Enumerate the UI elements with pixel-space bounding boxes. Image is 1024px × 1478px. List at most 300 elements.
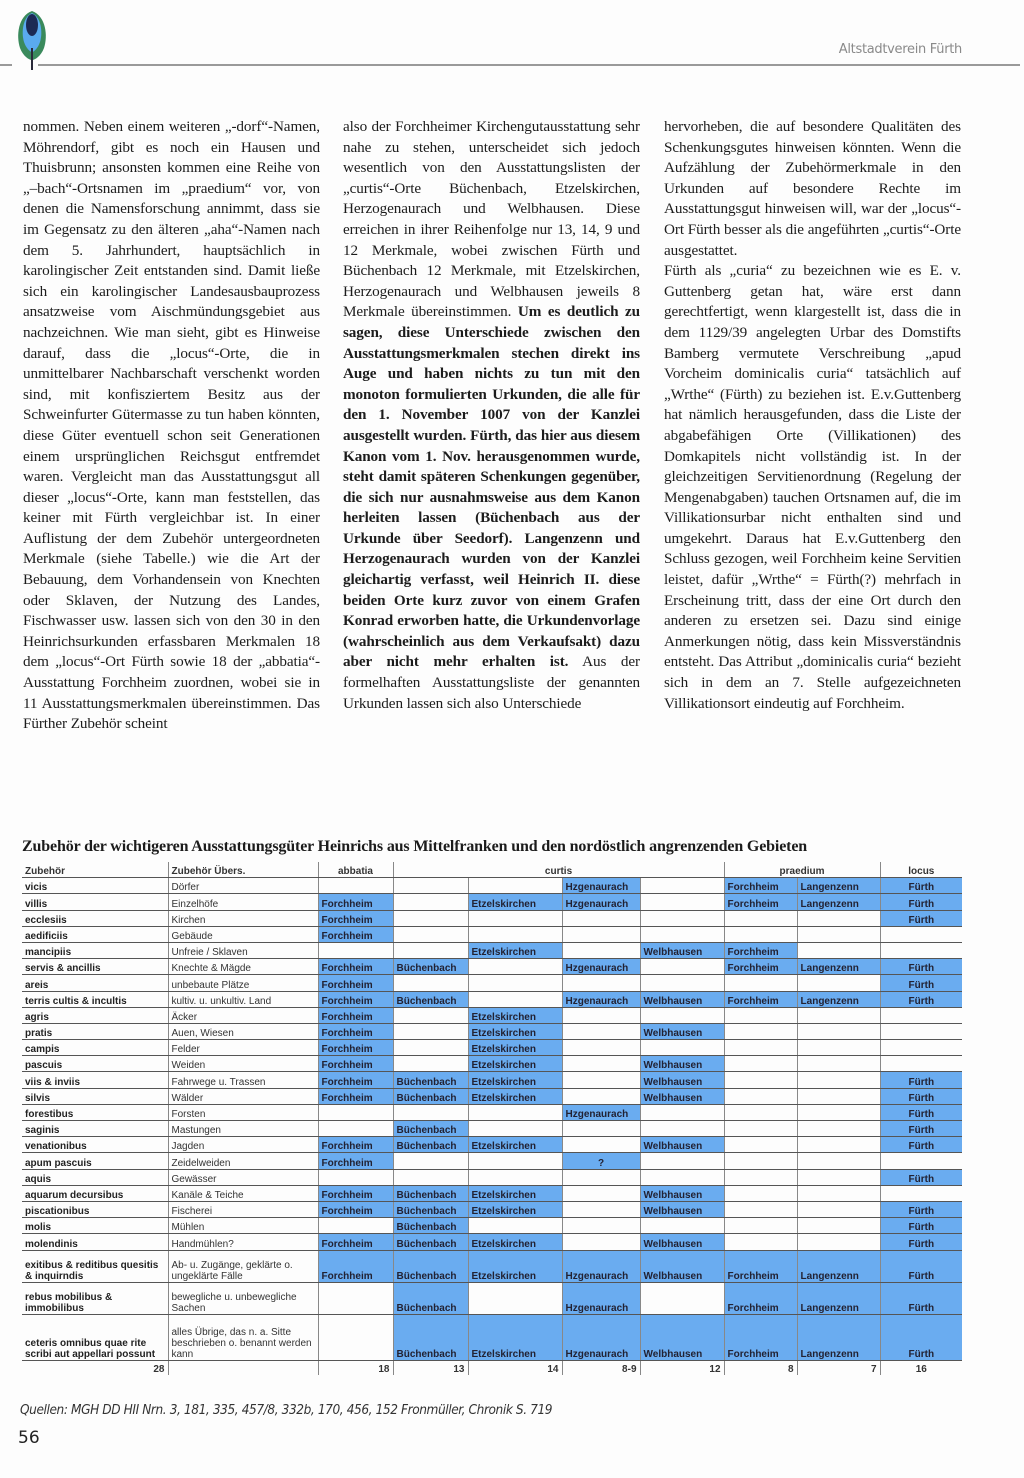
cell-german: Kanäle & Teiche: [168, 1185, 318, 1201]
header-rule: [0, 64, 12, 66]
site-name: Altstadtverein Fürth: [838, 42, 962, 57]
cell-curtis-herzogenaurach: Hzgenaurach: [562, 1282, 640, 1314]
cell-german: Auen, Wiesen: [168, 1023, 318, 1039]
cell-abbatia-forchheim: [318, 1169, 393, 1185]
cell-curtis-etzelskirchen: [468, 926, 562, 942]
cell-curtis-buechenbach: [393, 1023, 468, 1039]
cell-german: Felder: [168, 1040, 318, 1056]
cell-praedium-forchheim: [724, 1040, 797, 1056]
cell-locus-fuerth: [880, 942, 962, 958]
cell-curtis-etzelskirchen: [468, 1218, 562, 1234]
cell-locus-fuerth: Fürth: [880, 1088, 962, 1104]
cell-curtis-welbhausen: Welbhausen: [640, 1088, 724, 1104]
cell-curtis-etzelskirchen: [468, 959, 562, 975]
cell-praedium-forchheim: [724, 1104, 797, 1120]
cell-praedium-langenzenn: [797, 975, 880, 991]
cell-praedium-langenzenn: [797, 1007, 880, 1023]
cell-locus-fuerth: Fürth: [880, 1137, 962, 1153]
cell-curtis-buechenbach: Büchenbach: [393, 1282, 468, 1314]
table-row: [22, 942, 962, 958]
cell-curtis-herzogenaurach: [562, 910, 640, 926]
cell-abbatia-forchheim: [318, 878, 393, 894]
cell-curtis-herzogenaurach: [562, 1072, 640, 1088]
table-row: [22, 1007, 962, 1023]
cell-locus-fuerth: Fürth: [880, 1072, 962, 1088]
cell-curtis-buechenbach: Büchenbach: [393, 1234, 468, 1250]
cell-curtis-etzelskirchen: Etzelskirchen: [468, 1040, 562, 1056]
cell-curtis-buechenbach: Büchenbach: [393, 1314, 468, 1361]
cell-praedium-langenzenn: [797, 1185, 880, 1201]
paragraph: [343, 117, 640, 714]
cell-praedium-forchheim: Forchheim: [724, 942, 797, 958]
cell-curtis-herzogenaurach: [562, 1201, 640, 1217]
table-title: Zubehör der wichtigeren Ausstattungsgüter Heinrichs aus Mittelfranken und den nordöstlich angrenzenden Gebieten: [22, 838, 808, 855]
cell-german: alles Übrige, das n. a. Sitte beschrieben o. benannt werden kann: [168, 1314, 318, 1361]
cell-locus-fuerth: Fürth: [880, 1121, 962, 1137]
cell-abbatia-forchheim: Forchheim: [318, 1137, 393, 1153]
cell-latin: campis: [22, 1040, 168, 1056]
header-zubehoer: Zubehör: [22, 862, 168, 878]
cell-curtis-etzelskirchen: Etzelskirchen: [468, 1201, 562, 1217]
table-row: [22, 991, 962, 1007]
cell-praedium-langenzenn: [797, 1056, 880, 1072]
text-segment: hervorheben, die auf besondere Qualitäten des Schenkungsgutes hinweisen könnten. Wenn die Aufzählung der Zubehörmerkmale in den Urkunden auf besondere Rechte im Ausstattungsgut hinweisen will, war der „locus“-Ort Fürth besser als die angeführten „curtis“-Orte ausgestattet.: [664, 118, 961, 259]
cell-latin: forestibus: [22, 1104, 168, 1120]
cell-curtis-herzogenaurach: [562, 1023, 640, 1039]
cell-praedium-langenzenn: Langenzenn: [797, 1282, 880, 1314]
cell-curtis-etzelskirchen: [468, 1104, 562, 1120]
table-row: [22, 1056, 962, 1072]
cell-abbatia-forchheim: [318, 1218, 393, 1234]
cell-curtis-welbhausen: [640, 926, 724, 942]
cell-curtis-welbhausen: [640, 959, 724, 975]
cell-abbatia-forchheim: Forchheim: [318, 1040, 393, 1056]
cell-german: Mastungen: [168, 1121, 318, 1137]
cell-curtis-welbhausen: Welbhausen: [640, 1201, 724, 1217]
cell-german: Äcker: [168, 1007, 318, 1023]
cell-curtis-welbhausen: [640, 1169, 724, 1185]
cell-curtis-buechenbach: Büchenbach: [393, 991, 468, 1007]
cell-praedium-forchheim: Forchheim: [724, 1250, 797, 1282]
cell-german: Kirchen: [168, 910, 318, 926]
cell-locus-fuerth: Fürth: [880, 959, 962, 975]
cell-abbatia-forchheim: Forchheim: [318, 1088, 393, 1104]
table-row: [22, 1185, 962, 1201]
cell-german: bewegliche u. unbewegliche Sachen: [168, 1282, 318, 1314]
table-row: [22, 1201, 962, 1217]
cell-german: Fischerei: [168, 1201, 318, 1217]
cell-curtis-buechenbach: [393, 894, 468, 910]
sources-note: Quellen: MGH DD HII Nrn. 3, 181, 335, 457/8, 332b, 170, 456, 152 Fronmüller, Chronik S. 719: [20, 1402, 553, 1418]
cell-praedium-forchheim: [724, 1201, 797, 1217]
cell-curtis-buechenbach: Büchenbach: [393, 1201, 468, 1217]
cell-abbatia-forchheim: [318, 942, 393, 958]
cell-curtis-etzelskirchen: Etzelskirchen: [468, 1023, 562, 1039]
table-row: [22, 1072, 962, 1088]
cell-latin: molendinis: [22, 1234, 168, 1250]
table-row: [22, 878, 962, 894]
cell-curtis-buechenbach: Büchenbach: [393, 1137, 468, 1153]
cell-praedium-langenzenn: [797, 1169, 880, 1185]
cell-latin: terris cultis & incultis: [22, 991, 168, 1007]
cell-praedium-forchheim: [724, 975, 797, 991]
accessories-table: [22, 862, 962, 1375]
text-column-3: [664, 117, 961, 714]
cell-curtis-etzelskirchen: Etzelskirchen: [468, 1088, 562, 1104]
cell-latin: aquarum decursibus: [22, 1185, 168, 1201]
total-cell: 18: [318, 1361, 393, 1376]
cell-praedium-forchheim: Forchheim: [724, 894, 797, 910]
cell-german: Mühlen: [168, 1218, 318, 1234]
cell-latin: agris: [22, 1007, 168, 1023]
table-row: [22, 1169, 962, 1185]
cell-german: Jagden: [168, 1137, 318, 1153]
cell-latin: villis: [22, 894, 168, 910]
cell-praedium-langenzenn: Langenzenn: [797, 991, 880, 1007]
cell-abbatia-forchheim: [318, 1282, 393, 1314]
cell-praedium-langenzenn: [797, 1023, 880, 1039]
cell-praedium-langenzenn: Langenzenn: [797, 1250, 880, 1282]
cell-praedium-forchheim: [724, 1169, 797, 1185]
cell-curtis-herzogenaurach: [562, 926, 640, 942]
cell-praedium-forchheim: [724, 1023, 797, 1039]
cell-praedium-forchheim: Forchheim: [724, 1314, 797, 1361]
total-cell: 8-9: [562, 1361, 640, 1376]
cell-praedium-langenzenn: Langenzenn: [797, 878, 880, 894]
cell-curtis-welbhausen: Welbhausen: [640, 1234, 724, 1250]
cell-praedium-forchheim: [724, 1137, 797, 1153]
table-row: [22, 910, 962, 926]
bold-text-segment: Um es deutlich zu sagen, diese Unterschiede zwischen den Ausstattungsmerkmalen stechen direkt ins Auge und haben nichts zu tun mit den monoton formulierten Urkunden, die alle für den 1. November 1007 von der Kanzlei ausgestellt wurden. Fürth, das hier aus diesem Kanon vom 1. Nov. herausgenommen wurde, steht damit späteren Schenkungen gegenüber, die sich nur ausnahmsweise aus dem Kanon herleiten lassen (Büchenbach aus der Urkunde über Seedorf). Langenzenn und Herzogenaurach wurden von der Kanzlei gleichartig verfasst, weil Heinrich II. diese beiden Orte kurz zuvor von einem Grafen Konrad erworben hatte, die Urkundenvorlage (wahrscheinlich aus dem Verkaufsakt) dazu aber nicht mehr erhalten ist.: [343, 303, 640, 671]
altstadtverein-logo: [12, 8, 52, 70]
cell-curtis-welbhausen: [640, 1007, 724, 1023]
cell-abbatia-forchheim: Forchheim: [318, 1072, 393, 1088]
total-cell: 14: [468, 1361, 562, 1376]
cell-abbatia-forchheim: Forchheim: [318, 1153, 393, 1169]
cell-locus-fuerth: Fürth: [880, 1201, 962, 1217]
cell-praedium-langenzenn: [797, 1104, 880, 1120]
cell-curtis-welbhausen: [640, 1040, 724, 1056]
cell-curtis-buechenbach: [393, 1153, 468, 1169]
cell-curtis-etzelskirchen: [468, 878, 562, 894]
total-cell: 16: [915, 1364, 927, 1375]
cell-german: Weiden: [168, 1056, 318, 1072]
cell-curtis-buechenbach: [393, 1040, 468, 1056]
cell-praedium-forchheim: Forchheim: [724, 959, 797, 975]
cell-abbatia-forchheim: Forchheim: [318, 1234, 393, 1250]
cell-latin: rebus mobilibus & immobilibus: [22, 1282, 168, 1314]
total-cell: 13: [393, 1361, 468, 1376]
cell-locus-fuerth: Fürth: [880, 1234, 962, 1250]
cell-locus-fuerth: Fürth: [880, 1282, 962, 1314]
total-cell: 12: [640, 1361, 724, 1376]
table-row: [22, 1088, 962, 1104]
table-row: [22, 894, 962, 910]
cell-latin: apum pascuis: [22, 1153, 168, 1169]
cell-abbatia-forchheim: Forchheim: [318, 1007, 393, 1023]
cell-locus-fuerth: Fürth: [880, 878, 962, 894]
cell-curtis-herzogenaurach: Hzgenaurach: [562, 1104, 640, 1120]
cell-curtis-herzogenaurach: [562, 1169, 640, 1185]
cell-curtis-etzelskirchen: [468, 1282, 562, 1314]
cell-latin: piscationibus: [22, 1201, 168, 1217]
cell-praedium-langenzenn: [797, 1137, 880, 1153]
page-number: 56: [18, 1428, 40, 1448]
header-rule: [38, 64, 1020, 66]
cell-curtis-herzogenaurach: ?: [562, 1153, 640, 1169]
table-row: [22, 926, 962, 942]
cell-praedium-langenzenn: [797, 926, 880, 942]
cell-curtis-etzelskirchen: Etzelskirchen: [468, 1072, 562, 1088]
table-row: [22, 1104, 962, 1120]
cell-german: Handmühlen?: [168, 1234, 318, 1250]
cell-curtis-herzogenaurach: Hzgenaurach: [562, 1250, 640, 1282]
table-row: [22, 1153, 962, 1169]
cell-praedium-forchheim: [724, 1153, 797, 1169]
cell-latin: ceteris omnibus quae rite scribi aut appellari possunt: [22, 1314, 168, 1361]
cell-curtis-etzelskirchen: Etzelskirchen: [468, 1250, 562, 1282]
cell-praedium-forchheim: [724, 910, 797, 926]
cell-curtis-etzelskirchen: [468, 1121, 562, 1137]
cell-curtis-herzogenaurach: [562, 1121, 640, 1137]
cell-curtis-welbhausen: Welbhausen: [640, 1250, 724, 1282]
cell-latin: saginis: [22, 1121, 168, 1137]
cell-latin: mancipiis: [22, 942, 168, 958]
cell-german: Zeidelweiden: [168, 1153, 318, 1169]
cell-praedium-langenzenn: [797, 1201, 880, 1217]
cell-curtis-welbhausen: Welbhausen: [640, 1314, 724, 1361]
cell-curtis-etzelskirchen: Etzelskirchen: [468, 1056, 562, 1072]
cell-curtis-welbhausen: Welbhausen: [640, 991, 724, 1007]
cell-abbatia-forchheim: Forchheim: [318, 975, 393, 991]
cell-locus-fuerth: Fürth: [880, 975, 962, 991]
cell-curtis-herzogenaurach: [562, 942, 640, 958]
cell-curtis-herzogenaurach: [562, 1218, 640, 1234]
cell-curtis-etzelskirchen: Etzelskirchen: [468, 1137, 562, 1153]
cell-curtis-welbhausen: [640, 1121, 724, 1137]
cell-curtis-welbhausen: [640, 1153, 724, 1169]
cell-curtis-welbhausen: Welbhausen: [640, 1072, 724, 1088]
cell-abbatia-forchheim: [318, 1104, 393, 1120]
table-row: [22, 1250, 962, 1282]
cell-abbatia-forchheim: Forchheim: [318, 910, 393, 926]
cell-praedium-forchheim: [724, 1056, 797, 1072]
cell-praedium-langenzenn: Langenzenn: [797, 1314, 880, 1361]
cell-curtis-welbhausen: Welbhausen: [640, 942, 724, 958]
cell-curtis-buechenbach: Büchenbach: [393, 1121, 468, 1137]
cell-praedium-forchheim: [724, 1185, 797, 1201]
cell-latin: areis: [22, 975, 168, 991]
cell-praedium-forchheim: Forchheim: [724, 991, 797, 1007]
cell-curtis-etzelskirchen: Etzelskirchen: [468, 942, 562, 958]
cell-praedium-langenzenn: [797, 1040, 880, 1056]
cell-curtis-welbhausen: [640, 878, 724, 894]
cell-curtis-welbhausen: Welbhausen: [640, 1023, 724, 1039]
cell-praedium-langenzenn: [797, 1072, 880, 1088]
cell-curtis-buechenbach: [393, 942, 468, 958]
cell-praedium-langenzenn: [797, 910, 880, 926]
cell-abbatia-forchheim: Forchheim: [318, 959, 393, 975]
total-cell: [168, 1361, 318, 1376]
cell-curtis-etzelskirchen: [468, 991, 562, 1007]
cell-german: Einzelhöfe: [168, 894, 318, 910]
text-column-1: [23, 117, 320, 735]
cell-praedium-forchheim: [724, 1234, 797, 1250]
cell-curtis-etzelskirchen: Etzelskirchen: [468, 894, 562, 910]
cell-curtis-herzogenaurach: [562, 1234, 640, 1250]
cell-praedium-forchheim: [724, 1088, 797, 1104]
cell-locus-fuerth: [880, 926, 962, 942]
cell-curtis-herzogenaurach: [562, 1056, 640, 1072]
cell-abbatia-forchheim: Forchheim: [318, 991, 393, 1007]
cell-curtis-buechenbach: Büchenbach: [393, 1072, 468, 1088]
cell-latin: venationibus: [22, 1137, 168, 1153]
cell-abbatia-forchheim: Forchheim: [318, 1023, 393, 1039]
cell-abbatia-forchheim: Forchheim: [318, 1201, 393, 1217]
cell-abbatia-forchheim: Forchheim: [318, 1056, 393, 1072]
header-curtis: curtis: [393, 862, 724, 878]
cell-latin: servis & ancillis: [22, 959, 168, 975]
table-row: [22, 975, 962, 991]
table-row: [22, 1314, 962, 1361]
cell-locus-fuerth: Fürth: [880, 1218, 962, 1234]
cell-curtis-welbhausen: [640, 910, 724, 926]
cell-curtis-herzogenaurach: [562, 1137, 640, 1153]
table-header-row: [22, 862, 962, 878]
cell-curtis-buechenbach: Büchenbach: [393, 1088, 468, 1104]
cell-curtis-buechenbach: Büchenbach: [393, 1185, 468, 1201]
cell-curtis-welbhausen: [640, 975, 724, 991]
cell-german: Dörfer: [168, 878, 318, 894]
cell-curtis-buechenbach: Büchenbach: [393, 1250, 468, 1282]
cell-curtis-etzelskirchen: [468, 910, 562, 926]
cell-latin: molis: [22, 1218, 168, 1234]
cell-abbatia-forchheim: [318, 1121, 393, 1137]
cell-locus-fuerth: Fürth: [880, 1314, 962, 1361]
cell-german: Ab- u. Zugänge, geklärte o. ungeklärte Fälle: [168, 1250, 318, 1282]
cell-praedium-forchheim: Forchheim: [724, 878, 797, 894]
table-row: [22, 1218, 962, 1234]
cell-praedium-langenzenn: [797, 1153, 880, 1169]
cell-curtis-buechenbach: [393, 1169, 468, 1185]
cell-locus-fuerth: Fürth: [880, 894, 962, 910]
cell-locus-fuerth: Fürth: [880, 991, 962, 1007]
paragraph: [23, 117, 320, 735]
table-row: [22, 959, 962, 975]
cell-curtis-welbhausen: Welbhausen: [640, 1137, 724, 1153]
cell-praedium-langenzenn: Langenzenn: [797, 894, 880, 910]
cell-curtis-herzogenaurach: Hzgenaurach: [562, 894, 640, 910]
cell-curtis-welbhausen: [640, 894, 724, 910]
cell-curtis-etzelskirchen: Etzelskirchen: [468, 1185, 562, 1201]
cell-locus-fuerth: Fürth: [880, 910, 962, 926]
cell-german: Gebäude: [168, 926, 318, 942]
cell-curtis-herzogenaurach: Hzgenaurach: [562, 878, 640, 894]
header-uebersetzung: Zubehör Übers.: [168, 862, 318, 878]
cell-latin: ecclesiis: [22, 910, 168, 926]
cell-curtis-herzogenaurach: [562, 1040, 640, 1056]
text-segment: Fürth als „curia“ zu bezeichnen wie es E. v. Guttenberg getan hat, wäre erst dann gerechtfertigt, wenn klargestellt ist, dass die in dem 1129/39 angelegten Urbar des Domstifts Bamberg vermutete Verschreibung „apud Vorcheim dominicalis curia“ tatsächlich auf „Wrthe“ (Fürth) zu beziehen ist. E.v.Guttenberg hat nämlich herausgefunden, dass die Liste der abgabefähigen Orte (Villikationen) des Domkapitels nicht vollständig ist. In der gleichzeitigen Servitienordnung (Regelung der Mengenabgaben) tauchen Ortsnamen auf, die im Villikationsurbar nicht enthalten sind und umgekehrt. Daraus hat E.v.Guttenberg den Schluss gezogen, weil Forchheim keine Servitien leistet, dafür „Wrthe“ = Fürth(?) mehrfach in Erscheinung tritt, dass der eine Ort durch den anderen zu ersetzen sei. Dazu sind einige Anmerkungen nötig, dass kein Missverständnis entsteht. Das Attribut „dominicalis curia“ bezieht sich in dem an 7. Stelle aufgezeichneten Villikationsort eindeutig auf Forchheim.: [664, 262, 961, 712]
cell-locus-fuerth: [880, 1040, 962, 1056]
header-praedium: praedium: [724, 862, 880, 878]
cell-curtis-buechenbach: [393, 926, 468, 942]
cell-curtis-etzelskirchen: Etzelskirchen: [468, 1314, 562, 1361]
cell-curtis-buechenbach: [393, 1007, 468, 1023]
cell-curtis-etzelskirchen: Etzelskirchen: [468, 1234, 562, 1250]
cell-curtis-herzogenaurach: [562, 1088, 640, 1104]
cell-praedium-forchheim: Forchheim: [724, 1282, 797, 1314]
cell-locus-fuerth: [880, 1007, 962, 1023]
cell-praedium-forchheim: [724, 1218, 797, 1234]
cell-locus-fuerth: Fürth: [880, 1250, 962, 1282]
cell-curtis-etzelskirchen: [468, 1169, 562, 1185]
cell-curtis-buechenbach: Büchenbach: [393, 959, 468, 975]
cell-curtis-herzogenaurach: Hzgenaurach: [562, 959, 640, 975]
cell-curtis-buechenbach: [393, 1056, 468, 1072]
text-column-2: [343, 117, 640, 714]
cell-curtis-welbhausen: [640, 1218, 724, 1234]
total-cell: 7: [797, 1361, 880, 1376]
cell-curtis-buechenbach: [393, 975, 468, 991]
cell-curtis-welbhausen: Welbhausen: [640, 1185, 724, 1201]
cell-abbatia-forchheim: Forchheim: [318, 926, 393, 942]
cell-locus-fuerth: [880, 1153, 962, 1169]
cell-latin: aquis: [22, 1169, 168, 1185]
text-segment: also der Forchheimer Kirchengutausstattung sehr nahe zu stehen, unterscheidet sich jedoch wesentlich von den Ausstattungslisten der „curtis“-Orte Büchenbach, Etzelskirchen, Herzogenaurach und Welbhausen. Diese erreichen in ihrer Reihenfolge nur 13, 14, 9 und 12 Merkmale, wobei zwischen Fürth und Büchenbach 12 Merkmale, mit Etzelskirchen, Herzogenaurach und Welbhausen jeweils 8 Merkmale übereinstimmen.: [343, 118, 640, 321]
paragraph: [664, 117, 961, 261]
header-locus: locus: [880, 862, 962, 878]
cell-german: Fahrwege u. Trassen: [168, 1072, 318, 1088]
cell-curtis-herzogenaurach: Hzgenaurach: [562, 1314, 640, 1361]
text-segment: nommen. Neben einem weiteren „-dorf“-Namen, Möhrendorf, gibt es noch ein Hausen und Thuisbrunn; ansonsten kommen eine Reihe von „–bach“-Ortsnamen im „praedium“ vor, von denen die Namensforschung annimmt, dass sie im Gegensatz zu den älteren „aha“-Namen nach dem 5. Jahrhundert, hauptsächlich in karolingischer Zeit entstanden sind. Damit ließe sich ein karolingischer Landesausbauprozess ansatzweise vom Aischmündungsgebiet aus nachzeichnen. Wie man sieht, gibt es Hinweise darauf, dass die „locus“-Orte, die in unmittelbarer Nachbarschaft verschenkt worden sind, mit konfisziertem Besitz aus der Schweinfurter Gütermasse zu tun haben könnten, diese Güter eventuell schon seit Generationen einem ursprünglichen Reichsgut entfremdet waren. Vergleicht man das Ausstattungsgut all dieser „locus“-Orte, kann man feststellen, das keiner mit Fürth vergleichbar ist. In einer Auflistung der dem Zubehör untergeordneten Merkmale (siehe Tabelle.) wie die Art der Bebauung, dem Vorhandensein von Knechten oder Sklaven, der Nutzung des Landes, Fischwasser usw. lassen sich von den 30 in den Heinrichsurkunden erfassbaren Merkmalen 18 dem „locus“-Ort Fürth sowie 18 der „abbatia“-Ausstattung Forchheim zuordnen, wobei sie in 11 Ausstattungsmerkmalen übereinstimmen. Das Fürther Zubehör scheint: [23, 118, 320, 733]
table-row: [22, 1282, 962, 1314]
cell-locus-fuerth: [880, 1056, 962, 1072]
cell-praedium-langenzenn: [797, 1234, 880, 1250]
table-row: [22, 1234, 962, 1250]
cell-curtis-welbhausen: Welbhausen: [640, 1056, 724, 1072]
totals-row: [22, 1361, 962, 1376]
table-row: [22, 1137, 962, 1153]
cell-curtis-buechenbach: [393, 910, 468, 926]
cell-german: unbebaute Plätze: [168, 975, 318, 991]
cell-praedium-langenzenn: [797, 1088, 880, 1104]
cell-curtis-herzogenaurach: Hzgenaurach: [562, 991, 640, 1007]
text-segment: Aus der formelhaften Ausstattungsliste der genannten Urkunden lassen sich also Unterschiede: [343, 653, 640, 712]
cell-german: Forsten: [168, 1104, 318, 1120]
table-row: [22, 1040, 962, 1056]
cell-abbatia-forchheim: Forchheim: [318, 1185, 393, 1201]
cell-latin: exitibus & reditibus quesitis & inquirndis: [22, 1250, 168, 1282]
cell-curtis-etzelskirchen: [468, 975, 562, 991]
cell-german: Wälder: [168, 1088, 318, 1104]
cell-german: Gewässer: [168, 1169, 318, 1185]
cell-curtis-buechenbach: Büchenbach: [393, 1218, 468, 1234]
cell-curtis-etzelskirchen: Etzelskirchen: [468, 1007, 562, 1023]
cell-abbatia-forchheim: [318, 1314, 393, 1361]
cell-curtis-welbhausen: [640, 1282, 724, 1314]
total-cell: 28: [22, 1361, 168, 1376]
cell-latin: pascuis: [22, 1056, 168, 1072]
cell-locus-fuerth: Fürth: [880, 1104, 962, 1120]
cell-abbatia-forchheim: Forchheim: [318, 1250, 393, 1282]
cell-praedium-forchheim: [724, 1007, 797, 1023]
header-abbatia: abbatia: [318, 862, 393, 878]
cell-latin: aedificiis: [22, 926, 168, 942]
cell-locus-fuerth: [880, 1023, 962, 1039]
cell-praedium-langenzenn: [797, 942, 880, 958]
cell-curtis-etzelskirchen: [468, 1153, 562, 1169]
cell-praedium-forchheim: [724, 1121, 797, 1137]
